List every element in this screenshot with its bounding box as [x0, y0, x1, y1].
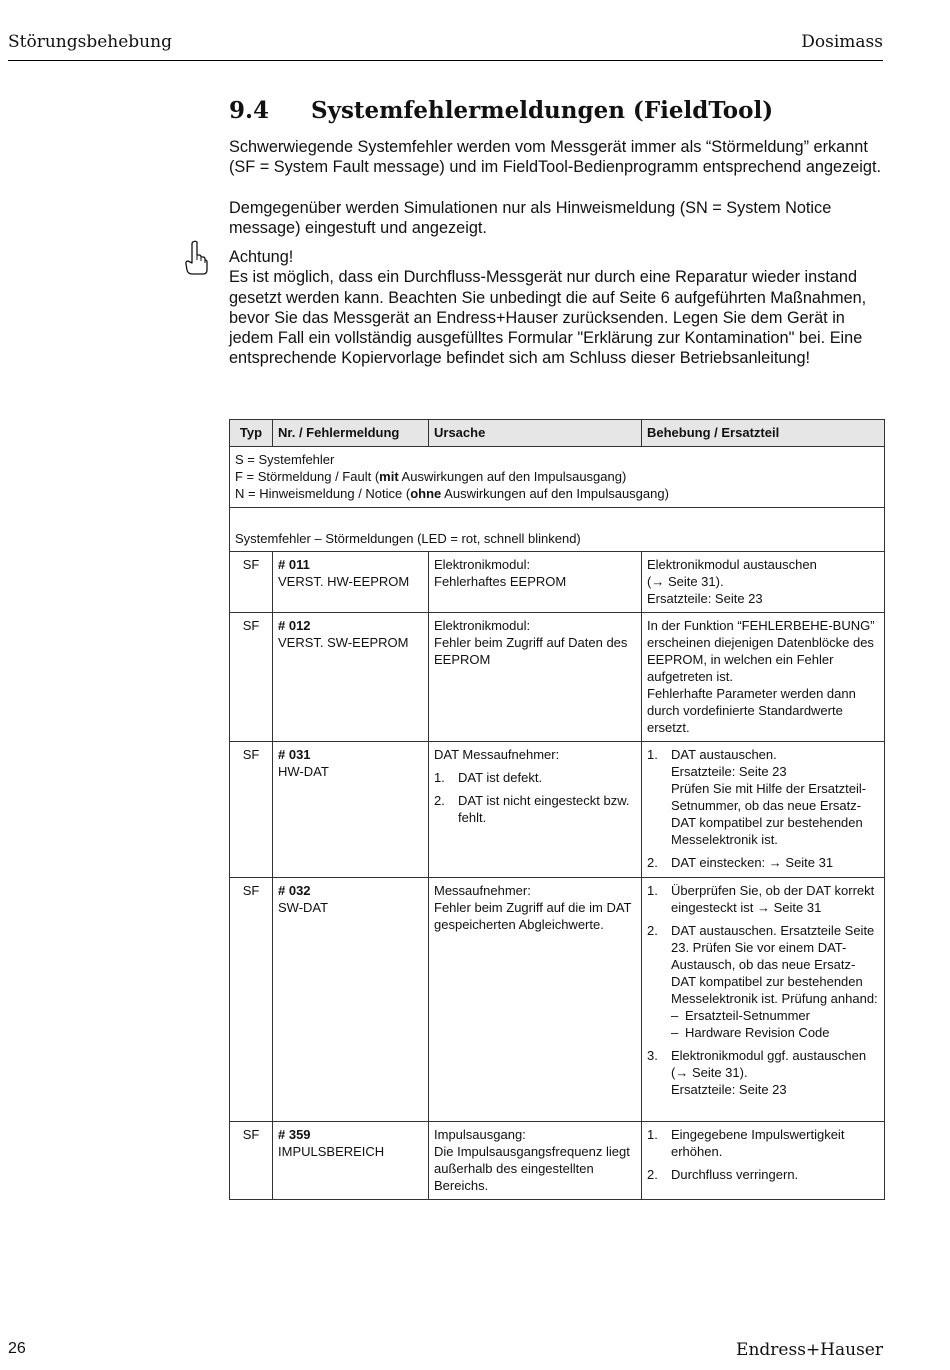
- typ-cell: SF: [230, 613, 273, 742]
- column-header-ursache: Ursache: [429, 420, 642, 447]
- error-message: VERST. HW-EEPROM: [278, 574, 410, 589]
- step-text: DAT ist nicht eingesteckt bzw. fehlt.: [458, 793, 630, 825]
- list-item: [671, 1024, 879, 1041]
- step-index: 1.: [647, 1127, 658, 1142]
- column-header-typ: Typ: [230, 420, 273, 447]
- section-title: Systemfehlermeldungen (FieldTool): [311, 97, 774, 124]
- error-id-cell: [273, 613, 429, 742]
- error-number: # 031: [278, 747, 311, 762]
- typ-cell: SF: [230, 742, 273, 878]
- legend-n-pre: N = Hinweismeldung / Notice (: [235, 486, 411, 501]
- list-item: [647, 854, 879, 871]
- list-item: [434, 792, 636, 826]
- step-index: 1.: [647, 747, 658, 762]
- header-divider: [8, 60, 883, 61]
- list-item: [647, 1047, 879, 1098]
- list-item: [647, 1126, 879, 1160]
- remedy-cell: [642, 878, 885, 1122]
- warning-heading: Achtung!: [229, 248, 294, 266]
- table-row: [230, 613, 885, 742]
- cause-intro: DAT Messaufnehmer:: [434, 747, 560, 762]
- legend-s: S = Systemfehler: [235, 452, 335, 467]
- dash-text: Hardware Revision Code: [685, 1025, 830, 1040]
- dash-list: [671, 1007, 879, 1041]
- legend-n: [235, 485, 879, 502]
- cause-steps: [434, 769, 636, 826]
- cause-cell: [429, 742, 642, 878]
- step-text: DAT einstecken: → Seite 31: [671, 855, 834, 870]
- running-header-chapter: Störungsbehebung: [8, 32, 172, 52]
- remedy-steps: [647, 882, 879, 1098]
- system-error-table: [229, 419, 885, 1200]
- step-index: 2.: [434, 793, 445, 808]
- remedy-cell: [642, 742, 885, 878]
- running-header-product: Dosimass: [801, 32, 883, 52]
- error-number: # 011: [278, 557, 310, 572]
- error-id-cell: [273, 878, 429, 1122]
- section-number: 9.4: [229, 97, 270, 124]
- step-text: DAT ist defekt.: [458, 770, 543, 785]
- legend-f-bold: mit: [379, 469, 399, 484]
- cause-cell: Messaufnehmer: Fehler beim Zugriff auf die im DAT gespeicherten Abgleichwerte.: [429, 878, 642, 1122]
- remedy-cell: Elektronikmodul austauschen (→ Seite 31). Ersatzteile: Seite 23: [642, 552, 885, 613]
- intro-paragraph-2: Demgegenüber werden Simulationen nur als Hinweismeldung (SN = System Notice message) eingestuft und angezeigt.: [229, 199, 832, 238]
- legend-f-post: Auswirkungen auf den Impulsausgang): [398, 469, 627, 484]
- dash-marker: –: [671, 1025, 679, 1040]
- remedy-steps: [647, 746, 879, 871]
- legend-row: [230, 447, 885, 508]
- cause-cell: Elektronikmodul: Fehler beim Zugriff auf Daten des EEPROM: [429, 613, 642, 742]
- warning-text: Es ist möglich, dass ein Durchfluss-Messgerät nur durch eine Reparatur wieder instand gesetzt werden kann. Beachten Sie unbedingt die auf Seite 6 aufgeführten Maßnahmen, bevor Sie das Messgerät an Endress+Hauser zurücksenden. Legen Sie dem Gerät in jedem Fall ein vollständig ausgefülltes Formular "Erklärung zur Kontamination" bei. Eine entsprechende Kopiervorlage befindet sich am Schluss dieser Betriebsanleitung!: [229, 268, 867, 368]
- legend-cell: [230, 447, 885, 508]
- step-text: Durchfluss verringern.: [671, 1167, 799, 1182]
- step-text: DAT austauschen. Ersatzteile Seite 23. Prüfen Sie vor einem DAT-Austausch, ob das neue Ersatz-DAT kompatibel zur bestehenden Messelektronik ist. Prüfung anhand:: [671, 923, 878, 1006]
- typ-cell: SF: [230, 1122, 273, 1200]
- table-row: [230, 742, 885, 878]
- list-item: [647, 922, 879, 1041]
- warning-block: [229, 247, 884, 369]
- dash-text: Ersatzteil-Setnummer: [685, 1008, 810, 1023]
- step-index: 2.: [647, 1167, 658, 1182]
- table-row: [230, 1122, 885, 1200]
- page-number: 26: [8, 1340, 26, 1357]
- step-text: Eingegebene Impulswertigkeit erhöhen.: [671, 1127, 845, 1159]
- list-item: [434, 769, 636, 786]
- legend-f-pre: F = Störmeldung / Fault (: [235, 469, 380, 484]
- step-index: 2.: [647, 855, 658, 870]
- group-label: Systemfehler – Störmeldungen (LED = rot, schnell blinkend): [230, 508, 885, 552]
- step-text: Überprüfen Sie, ob der DAT korrekt eingesteckt ist → Seite 31: [671, 883, 875, 915]
- typ-cell: SF: [230, 878, 273, 1122]
- error-message: HW-DAT: [278, 764, 329, 779]
- step-index: 1.: [434, 770, 445, 785]
- table-row: [230, 552, 885, 613]
- error-message: SW-DAT: [278, 900, 329, 915]
- list-item: [647, 1166, 879, 1183]
- error-id-cell: [273, 1122, 429, 1200]
- typ-cell: SF: [230, 552, 273, 613]
- table-row: [230, 878, 885, 1122]
- error-number: # 359: [278, 1127, 311, 1142]
- pointing-hand-icon: [184, 240, 208, 276]
- legend-f: [235, 468, 879, 485]
- step-index: 1.: [647, 883, 658, 898]
- dash-marker: –: [671, 1008, 679, 1023]
- cause-cell: Impulsausgang: Die Impulsausgangsfrequenz liegt außerhalb des eingestellten Bereichs.: [429, 1122, 642, 1200]
- remedy-cell: [642, 1122, 885, 1200]
- error-number: # 012: [278, 618, 311, 633]
- error-message: VERST. SW-EEPROM: [278, 635, 409, 650]
- intro-paragraph-1: Schwerwiegende Systemfehler werden vom Messgerät immer als “Störmeldung” erkannt (SF = System Fault message) und im FieldTool-Bedienprogramm entsprechend angezeigt.: [229, 138, 882, 177]
- column-header-behebung: Behebung / Ersatzteil: [642, 420, 885, 447]
- table-header-row: [230, 420, 885, 447]
- list-item: [647, 746, 879, 848]
- legend-n-post: Auswirkungen auf den Impulsausgang): [441, 486, 669, 501]
- footer-brand: Endress+Hauser: [736, 1340, 883, 1360]
- step-text: DAT austauschen. Ersatzteile: Seite 23 Prüfen Sie mit Hilfe der Ersatzteil-Setnummer, ob das neue Ersatz-DAT kompatibel zur bestehenden Messelektronik ist.: [671, 747, 867, 847]
- list-item: [671, 1007, 879, 1024]
- cause-cell: Elektronikmodul: Fehlerhaftes EEPROM: [429, 552, 642, 613]
- error-message: IMPULSBEREICH: [278, 1144, 385, 1159]
- legend-n-bold: ohne: [410, 486, 442, 501]
- error-number: # 032: [278, 883, 311, 898]
- remedy-steps: [647, 1126, 879, 1183]
- step-index: 3.: [647, 1048, 658, 1063]
- column-header-nr: Nr. / Fehlermeldung: [273, 420, 429, 447]
- error-id-cell: [273, 552, 429, 613]
- step-text: Elektronikmodul ggf. austauschen (→ Seite 31). Ersatzteile: Seite 23: [671, 1048, 867, 1097]
- error-id-cell: [273, 742, 429, 878]
- step-index: 2.: [647, 923, 658, 938]
- remedy-cell: In der Funktion “FEHLERBEHE-BUNG” erscheinen diejenigen Datenblöcke des EEPROM, in welchen ein Fehler aufgetreten ist. Fehlerhafte Parameter werden dann durch vordefinierte Standardwerte ersetzt.: [642, 613, 885, 742]
- group-row: [230, 508, 885, 552]
- list-item: [647, 882, 879, 916]
